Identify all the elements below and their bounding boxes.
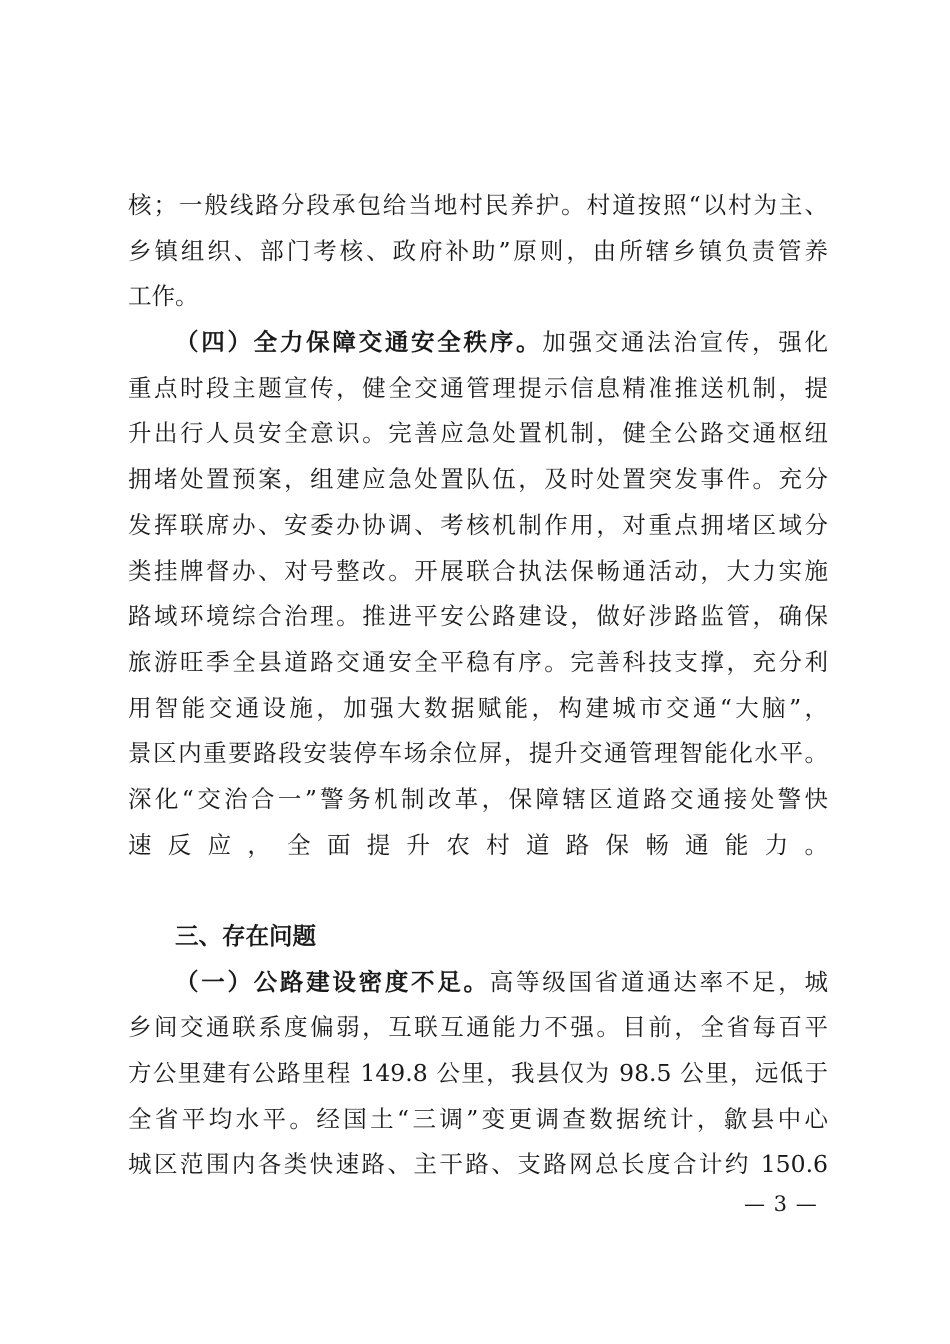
paragraph-line: 深化“交治合一”警务机制改革，保障辖区道路交通接处警快 [128, 784, 828, 813]
paragraph-text: 高等级国省道通达率不足，城 [489, 967, 828, 996]
paragraph-line: 发挥联席办、安委办协调、考核机制作用，对重点拥堵区域分 [128, 510, 828, 539]
paragraph-first-line [128, 320, 828, 366]
subsection-heading: （一）公路建设密度不足。 [175, 967, 490, 996]
paragraph-text: 加强交通法治宣传，强化 [542, 328, 829, 357]
paragraph-line: 用智能交通设施，加强大数据赋能，构建城市交通“大脑”， [128, 693, 828, 722]
paragraph-line: 路域环境综合治理。推进平安公路建设，做好涉路监管，确保 [128, 602, 828, 631]
paragraph-line: 旅游旺季全县道路交通安全平稳有序。完善科技支撑，充分利 [128, 647, 828, 676]
paragraph-line [128, 868, 828, 914]
paragraph-line: 重点时段主题宣传，健全交通管理提示信息精准推送机制，提 [128, 373, 828, 402]
paragraph-line: 景区内重要路段安装停车场余位屏，提升交通管理智能化水平。 [128, 739, 828, 768]
paragraph-line: 城区范围内各类快速路、主干路、支路网总长度合计约 150.6 [128, 1150, 828, 1179]
paragraph-line: 类挂牌督办、对号整改。开展联合执法保畅通活动，大力实施 [128, 556, 828, 585]
paragraph-line: 乡间交通联系度偏弱，互联互通能力不强。目前，全省每百平 [128, 1013, 828, 1042]
document-page [128, 183, 828, 1188]
paragraph-line: 核；一般线路分段承包给当地村民养护。村道按照“以村为主、 [128, 191, 828, 219]
paragraph-line: 工作。 [128, 282, 199, 311]
paragraph-line: 升出行人员安全意识。完善应急处置机制，健全公路交通枢纽 [128, 419, 828, 448]
paragraph-line: 拥堵处置预案，组建应急处置队伍，及时处置突发事件。充分 [128, 465, 828, 494]
paragraph-line: 全省平均水平。经国土“三调”变更调查数据统计，歙县中心 [128, 1104, 828, 1133]
paragraph-first-line [128, 960, 828, 1006]
section-heading: 三、存在问题 [175, 922, 316, 950]
paragraph-line: 方公里建有公路里程 149.8 公里，我县仅为 98.5 公里，远低于 [128, 1059, 828, 1088]
page-number: — 3 — [744, 1192, 818, 1216]
paragraph-line: 乡镇组织、部门考核、政府补助”原则，由所辖乡镇负责管养 [128, 236, 828, 265]
subsection-heading: （四）全力保障交通安全秩序。 [175, 328, 543, 357]
paragraph-line: 速反应，全面提升农村道路保畅通能力。 [128, 830, 828, 859]
